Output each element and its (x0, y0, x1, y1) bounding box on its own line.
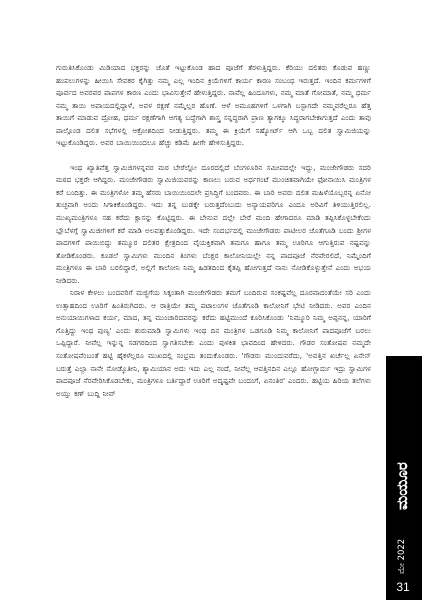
article-body (56, 62, 371, 400)
issue-date: ಮೇ 2022 (397, 538, 407, 574)
article-paragraph: ಗುರುತಿಸಿಕೊಂಡು ಮಿಡಿಯಾದ ಭಕ್ತರನ್ನು ಜೊತೆ ಇಟ್ಟುಕೊಂಡ ಹಾದ ಪೂಜೆಗೆ ತೆರಳುತ್ತಿದ್ದರು. ಕೆರಿಯು ದಲಿತರು ಕೊಡುವ ಹಣ್ಣು ಹಂಪಲುಗಳನ್ನು ಹೀಯಿಸಿ ಸೇವಕರ ಕೈಗಿತ್ತು ನಮ್ಮ ಎಲ್ಲ ಇಂದಿನ ಕ್ರಿಯೆಗಳಿಗೆ ಕಾರ್ಯ ಕಾರಣ ಸಂಬಂಧ ಇರುತ್ತದೆ. ಇಂದಿನ ಕರ್ಮಗಳಿಗೆ ಪೂರ್ವದ ಅವರವರ ಪಾಪಗಳ ಕಾರಣ ಎಂದು ಭಾವಿಸುತ್ತೇನೆ ಹೇಳುತ್ತಿದ್ದರು. ನಾವೆಲ್ಲ ಹಿಂದೂಗಳು, ನಮ್ಮ ಮಾತೆ ಗೋಮಾತೆ, ನಮ್ಮ ಧರ್ಮ ನಮ್ಮ ತಾಯಿ ಅಪಾಯದಲ್ಲಿದ್ದಾಳೆ, ಅವಳ ರಕ್ಷಣೆ ನಮ್ಮೆಲ್ಲರ ಹೊಣೆ. ಆಳೆ ಅಮೂಹಗಳಿಗೆ ಒಳಗಾಗಿ ಬಸ್ಟಾಗದೇ ನಮ್ಮವರೆಲ್ಲರೂ ಹೆತ್ತ ತಾಯಿಗೆ ಮಾಡುವ ದ್ರೋಹ, ಧರ್ಮ ರಕ್ಷಣೆಗಾಗಿ ಆಗತ್ಯ ಬದ್ಧೆಗಾಗಿ ಶಾಸ್ತ್ರ ಸನ್ನದ್ಧರಾಗಿ ಪ್ರಾಣ ತ್ಯಾಗಕ್ಕೂ ಸಿದ್ಧರಾಗಬೇಕಾಗುತ್ತದೆ ಎಂದು ತಾವು ಪಾಲ್ಗೊಂಡ ದಲಿತ ಸಭೆಗಳಲ್ಲಿ ಆಕ್ರೋಶದಿಂದ ನೀಡುತ್ತಿದ್ದರು. ತಮ್ಮ ಈ ಕ್ರಿಯೆಗೆ ಸಹ್ಯೋರ್ಟ್ ಆಗಿ ಒಬ್ಬ ದಲಿತ ಸ್ವಾಮಿಜಿಯನ್ನು ಇಟ್ಟುಕೊಂಡಿದ್ದರು. ಅವರ ಬಾಯಿಯಿಂದಲೂ ಹೆಚ್ಚು ಕಡಿಮೆ ಹೀಗೇ ಹೇಳಿಸುತ್ತಿದ್ದರು. (56, 63, 371, 148)
masthead: ಮಯೂರ (393, 462, 411, 510)
page-number: 31 (396, 580, 410, 594)
article-paragraph: ಇಂಥ ಖ್ಯಾತಿವೆತ್ತ ಸ್ವಾಮಿಜಿಗಳನ್ನವರ ಮಠ ಬೇರೆಲ್ಲೋ ದೂರದಲ್ಲಿದೆ ಬೆಂಗಳೂರಿನ ಸಮೀಪದಲ್ಲೇ ಇದ್ದು, ಮಂಜೇಗೌಡರು ಸದರಿ ಮಠದ ಭಕ್ತರೇ ಆಗಿದ್ದರು. ಮಂಜೇಗೌಡರು ಸ್ವಾಮಿಜಿಯವರನ್ನು ಕಾಣಲು ಬರುವ ಅರ್ಧಗಂಟೆ ಮುಂಚಿತವಾಗಿಯೇ ಫೋನಾಯಿಸಿ ಮಂತ್ರಿಗಳ ಕರೆ ಬಂದಿತ್ತು. ಈ ಮಂತ್ರಿಗಳೋ ತಮ್ಮ ಹೆಸರು ಬಾಯಿಯಿಂದಲೇ ಪ್ರಸಿದ್ಧಿಗೆ ಬಂದವರು. ಈ ಬಾರಿ ಅವರು ದಲಿತ ಮಹಿಳೆಯೊಬ್ಬರನ್ನ ಏನೋ ತುಚ್ಛವಾಗಿ ಅಂದು ಸಿಗಾಕಿಕೊಂಡಿದ್ದರು. ಇದು ತನ್ನ ಬುಡಕ್ಕೇ ಬರುತ್ತದೆಂಬುದು ಅನ್ಯಾಯವರಿಗೂ ಎಂದೂ ಅರಿವಿಗೆ ತಿಳಿಯುತ್ತಿರಲಿಲ್ಲ. ಮುಖ್ಯಮಂತ್ರಿಗಳೂ ಸಹ ಕರೆದು ಕ್ಲಾಸನ್ನು ಕೊಟ್ಟಿದ್ದರು. ಈ ಬೇನುವ ದಲ್ಲೇ ಬೇರೆ ಮಂದಿ ಹೇಗಾದರೂ ಮಾಡಿ ತಪ್ಪಿಸಿಕೊಳ್ಳಬೇಕೆಂದು ಬ್ಲೌಬೆಳಗ್ಗೆ ಸ್ವಾಮಿಜೀಗಳಿಗೆ ಕರೆ ಮಾಡಿ ಅಲವತ್ತುಕೊಂಡಿದ್ದರು. ಇದೇ ಸಂದರ್ಭದಲ್ಲಿ ಮಂಜೇಗೌಡರು ಪಾಟೀಲರ ಜೊತೆಗೂಡಿ ಬಂದು ಶ್ರೀಗಳ ಪಾದಗಳಿಗೆ ಪಾಯಿಬಿದ್ದು ತಮ್ಮೂರ ದಲಿತರ ಕ್ಷೇತ್ರದಿಂದ ವೈಯಕ್ತಿಕವಾಗಿ ತಮಗೂ ಹಾಗೂ ತಮ್ಮ ಊರಿಗೂ ಆಗುತ್ತಿರುವ ನಷ್ಟವನ್ನು ತೋಡಿಕೊಂಡರು. ಕೂಡಲೆ ಸ್ವಾಮಿಗಳು ಮುಂದಿನ ತಿಂಗಳು ಬೆಂಕ್ಷರ ಕಾಲೋನಿಯಲ್ಲೇ ನನ್ನ ಪಾದಪೂಜೆ ನೆರವೇರಲಿದೆ, ನಿಮ್ಮೆಂದಿಗೆ ಮಂತ್ರಿಗಳೂ ಈ ಬಾರಿ ಬರಲಿದ್ದಾರೆ, ಅಲ್ಲಿಗೆ ಕಾಲೋನಿ ನಿಮ್ಮ ಹಿಡತದಿಂದ ಕೈತಪ್ಪಿ ಹೋಗುತ್ತದೆ ನಾನು ನೋಡಿಕೊಳ್ಳುತ್ತೇನೆ ಎಂದು ಅಭಯ ನೀಡಿದರು. (56, 162, 371, 285)
article-paragraph: ನಿರಾಳ ಕೇಳಲು ಬಂದವರಿಗೆ ಮಜ್ಜಿಗೆಯ ಸಿಕ್ಕಂತಾಗಿ ಮಂಜೇಗೌಡರು ತಮಗೆ ಬಂದಿರುವ ಸಂಕಷ್ಟವೆಲ್ಲ ದೂರವಾದಂತೆಯೇ ಸರಿ ಎಂದು ಉತ್ಸಾಹದಿಂದ ಊರಿಗೆ ಹಿಂತಿರುಗಿದರು. ಆ ರಾತ್ರಿಯೇ ತಮ್ಮ ಪಟಾಲಂಗಳ ಜೊತೆಗೂಡಿ ಕಾಲೋನಿಗೆ ಭೇಟಿ ನೀಡಿದರು. ಅವರ ಎಂದಿನ ಅನುಯಾಯಿಗಳಾದ ಕರ್ಯ, ಮಾದ, ತನ್ನ ಮುಂಚಾರಿದವರನ್ನು ಕರೆದು ಹಟ್ಟಿಮುಂದೆ ಕೂರಿಸಿಕೊಂಡು ‘ನಿಮ್ಮೂರಿ ನಿಮ್ಮ ಅಪ್ಪನನ್ನ, ಯಾರಿಗೆ ಗೊತ್ತಿದ್ದು ಇಂಥ ಪುಣ್ಯ' ಎಂದು ಶುರುಮಾಡಿ ಸ್ವಾಮಿಗಳು ಇಂಥ ದಿನ ಮಂತ್ರಿಗಳ ಒಡಗೂಡಿ ನಿಮ್ಮ ಕಾಲೋನಿಗೆ ಪಾದಪೂಜೆಗೆ ಬರಲು ಒಪ್ಪಿದ್ದಾರೆ. ನೀವೆಲ್ಲ ಇನ್ನುನ್ನ ಸಡಗರದಿಂದ ಸ್ವಾಗತಿಸಬೇಕು ಎಂದು ಪುಳಕಿತ ಭಾವದಿಂದ ಹೇಳಿದರು. ಗೌಡರ ಸಂತೋಷವ ನಮ್ಮದೇ ಸಂತೋಷವೆಂಬಂತೆ ಹಟ್ಟಿ ಹೈಕಳೆಲ್ಲರೂ ಮುಖದಲ್ಲಿ ಸಂಭ್ರಮ ತಂದುಕೊಂಡರು. 'ಗೌಡರು ಮುಂದುವರೆದು, 'ಅವತ್ತಿನ ಖರ್ಚೆಲ್ಲ ಏನೇನ್ ಬರುತ್ತೆ ಎಲ್ಲಾ ನಾನೇ ನೋಡ್ಕೊತೀನಿ, ಶ್ಯಾಮಿಯಾನ ಅದು ಇದು ಎಲ್ಲ ನಂದೆ, ನೀವೆಲ್ಲ ಆವತ್ತಿನದಿನ ಎಲ್ಲೂ ಹೋಗ್ಬಾರ್ದು ಇದ್ರು ಸ್ವಾಮಿಗಳ ಪಾದಪೂಜೆ ನೆರವೇರಿಸಿಕೊಡಬೇಕು, ಮಂತ್ರಿಗಳೂ ಬರ್ತಿದ್ದಾರೆ ಊರಿಗೆ ಅದೃಷ್ಟವೇ ಬಂದಂಗೆ, ಏನಂತಿರ' ಎಂದರು. ಹಟ್ಟಿಯ ಹಿರಿಯ ತಲೆಗಳು ಅಯ್ತು ಕಣ್ ಬುದ್ದಿ ನೀವ್ (56, 288, 371, 398)
paragraph-gap (56, 150, 371, 162)
